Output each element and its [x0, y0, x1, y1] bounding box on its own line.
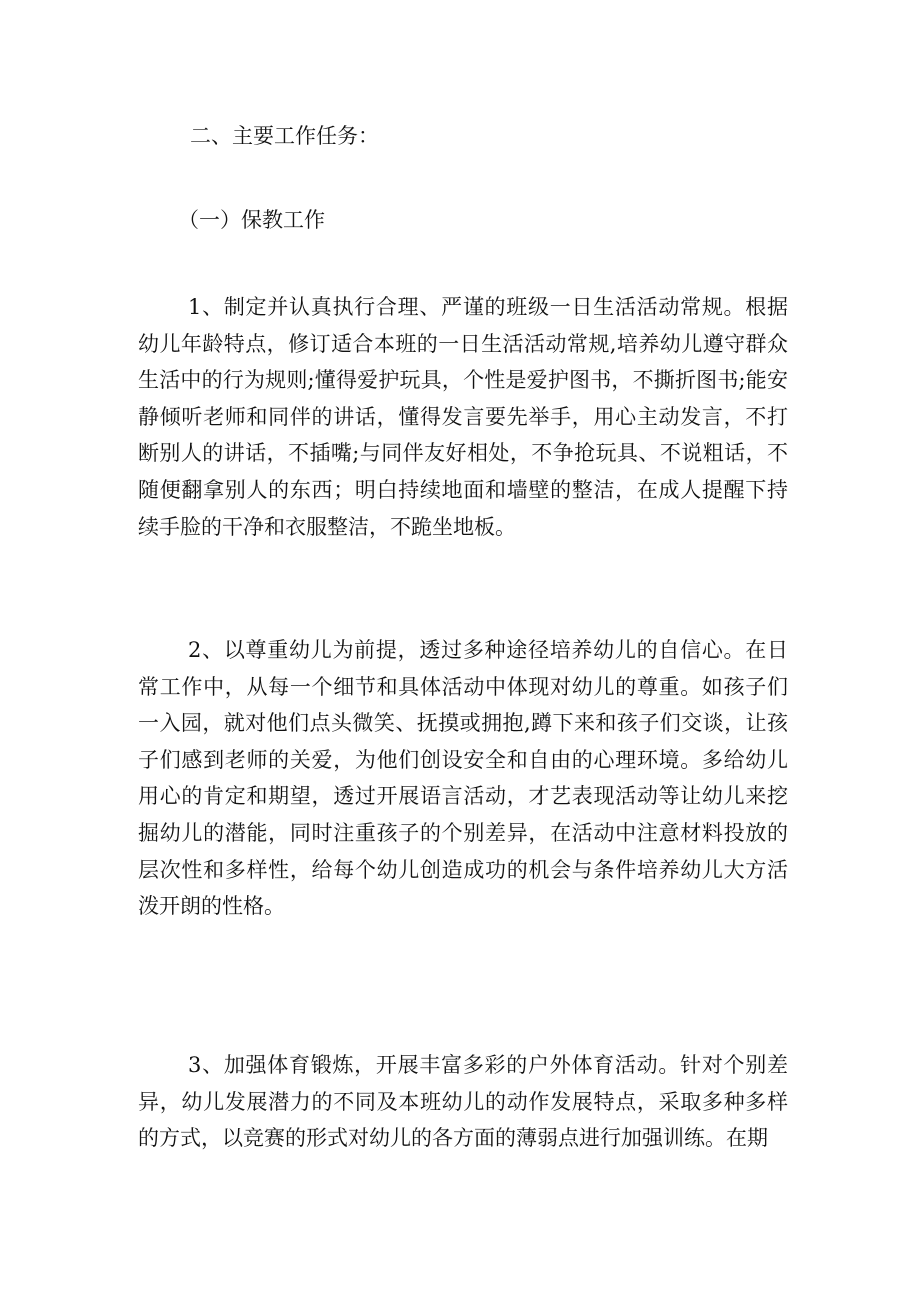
paragraph-2 — [138, 632, 788, 925]
paragraph-3 — [138, 1047, 788, 1157]
paragraph-3-text: 3、加强体育锻炼，开展丰富多彩的户外体育活动。针对个别差异，幼儿发展潜力的不同及本班幼儿的动作发展特点，采取多种多样的方式，以竞赛的形式对幼儿的各方面的薄弱点进行加强训练。在期 — [138, 1053, 788, 1151]
subsection-heading: （一）保教工作 — [178, 208, 325, 232]
section-heading: 二、主要工作任务： — [190, 124, 379, 148]
paragraph-1-text: 1、制定并认真执行合理、严谨的班级一日生活活动常规。根据幼儿年龄特点，修订适合本班的一日生活活动常规,培养幼儿遵守群众生活中的行为规则;懂得爱护玩具，个性是爱护图书，不撕折图书;能安静倾听老师和同伴的讲话，懂得发言要先举手，用心主动发言，不打断别人的讲话，不插嘴;与同伴友好相处，不争抢玩具、不说粗话，不随便翻拿别人的东西；明白持续地面和墙壁的整洁，在成人提醒下持续手脸的干净和衣服整洁，不跪坐地板。 — [138, 295, 788, 539]
paragraph-1 — [138, 289, 788, 545]
paragraph-2-text: 2、以尊重幼儿为前提，透过多种途径培养幼儿的自信心。在日常工作中，从每一个细节和具体活动中体现对幼儿的尊重。如孩子们一入园，就对他们点头微笑、抚摸或拥抱,蹲下来和孩子们交谈，让孩子们感到老师的关爱，为他们创设安全和自由的心理环境。多给幼儿用心的肯定和期望，透过开展语言活动，才艺表现活动等让幼儿来挖掘幼儿的潜能，同时注重孩子的个别差异，在活动中注意材料投放的层次性和多样性，给每个幼儿创造成功的机会与条件培养幼儿大方活泼开朗的性格。 — [138, 638, 788, 919]
